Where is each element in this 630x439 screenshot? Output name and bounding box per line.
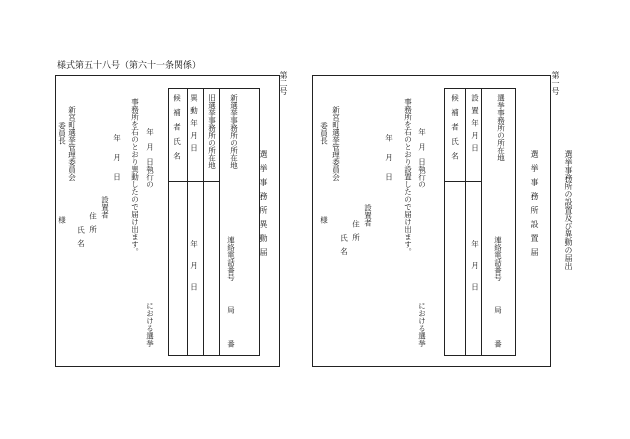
left-phone-station: 局: [226, 306, 236, 314]
right-phone-label: 連絡電話番号: [493, 236, 503, 281]
right-honorific: 様: [319, 216, 329, 224]
left-form-number: 第二号: [279, 71, 288, 95]
left-body-line1a: 年 月 日執行の: [145, 128, 155, 188]
right-setup-date-value: 年月日: [470, 240, 480, 305]
right-candidate-name-label: 候補者氏名: [450, 94, 460, 167]
left-body-line2: 事務所を右のとおり異動したので届け出ます。: [130, 98, 140, 256]
left-addressee-committee: 新宮町選挙管理委員会: [67, 106, 77, 181]
form-number-title: 様式第五十八号（第六十一条関係）: [57, 61, 202, 71]
right-addressee-chair: 委員長: [319, 122, 329, 145]
left-old-location-label: 旧選挙事務所の所在地: [207, 94, 217, 169]
left-date-line: 年月日: [112, 134, 122, 193]
left-applicant-name: 氏名: [76, 226, 86, 253]
left-change-date-value: 年月日: [189, 240, 199, 305]
right-body-line1b: における選挙: [417, 302, 427, 347]
left-change-date-label: 異動年月日: [189, 94, 199, 157]
right-form-title: 選挙事務所設置届: [530, 150, 539, 262]
right-body-line2: 事務所を右のとおり設置したので届け出ます。: [403, 98, 413, 256]
right-location-label: 選挙事務所の所在地: [496, 94, 506, 162]
right-phone-number: 番: [493, 340, 503, 348]
left-applicant-label: 設置者: [100, 196, 110, 219]
left-form-title: 選挙事務所異動届: [259, 150, 268, 262]
left-new-location-label: 新選挙事務所の所在地: [229, 94, 239, 169]
right-applicant-name: 氏名: [339, 234, 349, 261]
left-applicant-address: 住所: [88, 212, 98, 239]
right-addressee-committee: 新宮町選挙管理委員会: [331, 106, 341, 181]
left-addressee-chair: 委員長: [57, 122, 67, 145]
right-body-line1a: 年 月 日執行の: [417, 128, 427, 188]
left-honorific: 様: [57, 216, 67, 224]
right-applicant-address: 住所: [351, 220, 361, 247]
side-caption: 選挙事務所の設置及び異動の届出: [564, 150, 573, 270]
left-phone-label: 連絡電話番号: [226, 236, 236, 281]
right-form-number: 第一号: [551, 71, 560, 95]
left-body-line1b: における選挙: [145, 302, 155, 347]
right-setup-date-label: 設置年月日: [470, 94, 480, 157]
right-date-line: 年月日: [384, 134, 394, 193]
left-candidate-name-label: 候補者氏名: [172, 94, 182, 167]
left-phone-number: 番: [226, 340, 236, 348]
right-applicant-label: 設置者: [363, 204, 373, 227]
right-phone-station: 局: [493, 306, 503, 314]
